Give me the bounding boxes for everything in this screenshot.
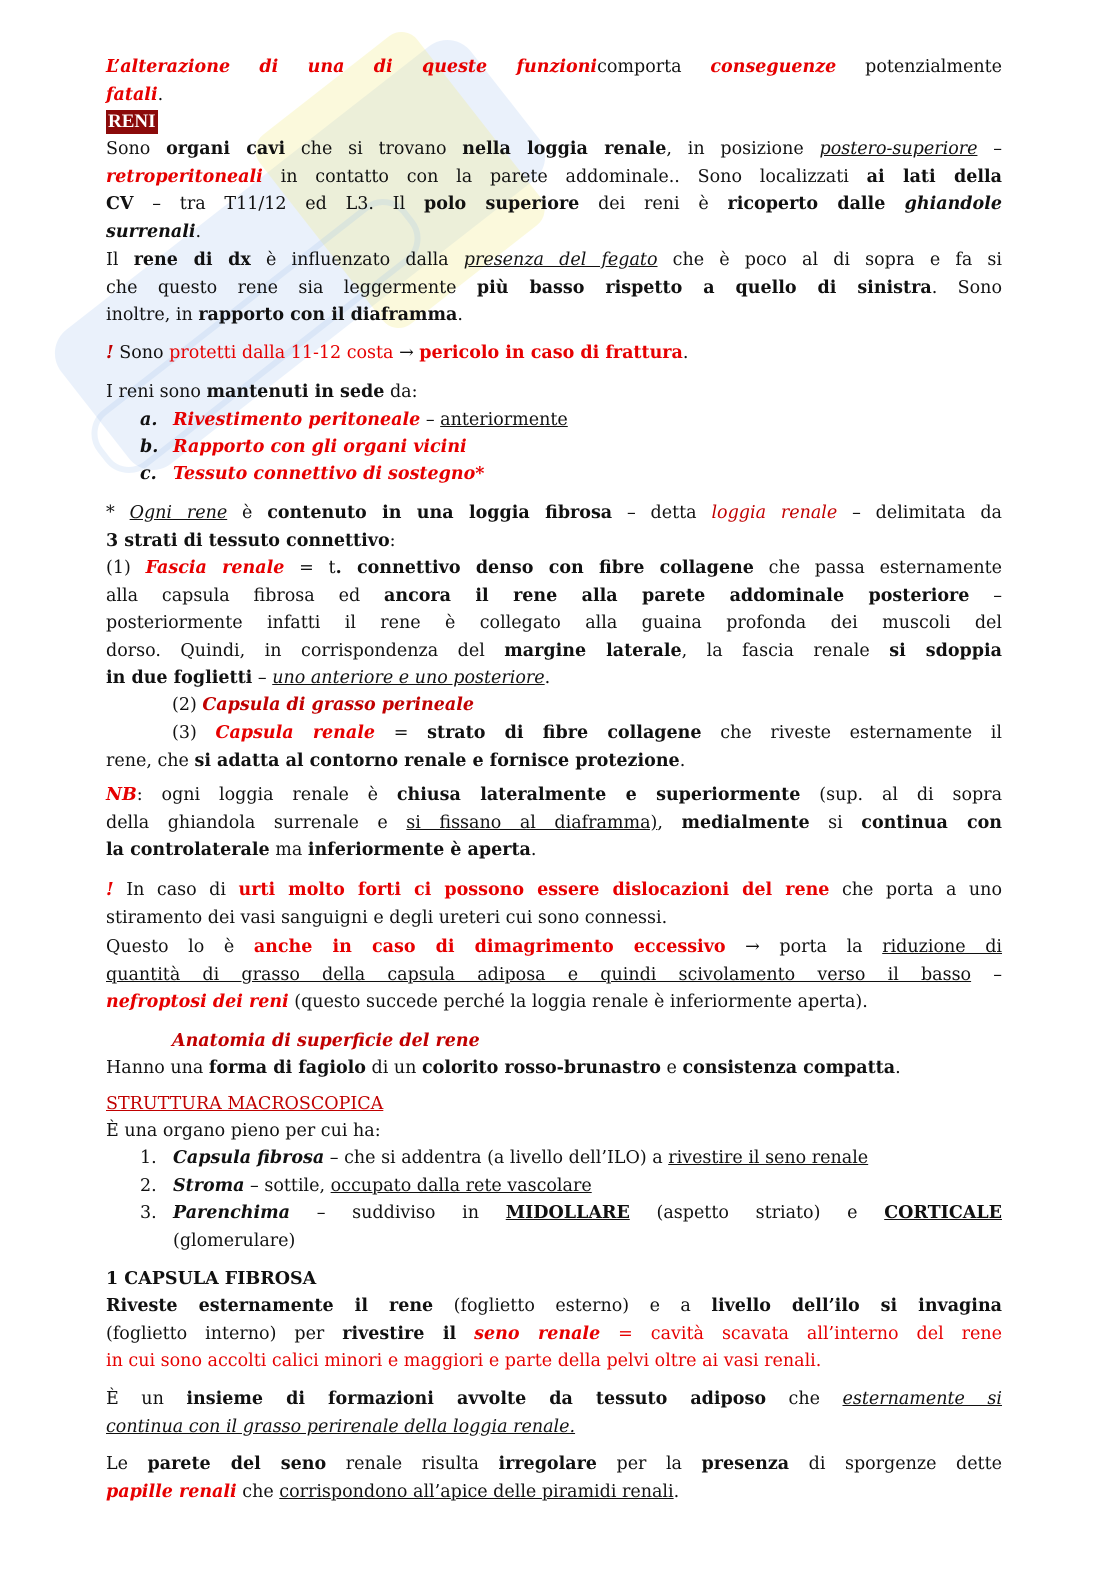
paragraph-line	[106, 1091, 1002, 1118]
paragraph-line	[106, 54, 1002, 81]
text-run: Ogni rene	[129, 503, 228, 523]
text-run: in due foglietti	[106, 668, 253, 688]
text-run: : ogni loggia renale è	[136, 785, 397, 805]
paragraph-line	[106, 275, 1002, 302]
paragraph-line	[172, 1028, 1002, 1055]
text-run: alla capsula fibrosa ed	[106, 585, 385, 606]
text-run: – sottile,	[244, 1176, 331, 1196]
text-run: papille renali	[106, 1481, 237, 1502]
text-run: si	[809, 812, 862, 833]
text-run: è influenzato dalla	[250, 250, 464, 270]
text-run: forma di fagiolo	[208, 1058, 366, 1078]
paragraph-line	[106, 837, 1002, 864]
paragraph-line	[106, 1451, 1002, 1478]
list-item-line	[173, 407, 1002, 434]
text-run: conseguenze	[710, 57, 837, 77]
text-run: riduzione di	[882, 937, 1003, 957]
text-run: Hanno una	[106, 1058, 209, 1078]
text-run: parete del seno	[147, 1454, 327, 1474]
paragraph-line	[106, 877, 1002, 904]
text-run: polo superiore	[423, 194, 580, 214]
text-run: .	[679, 750, 686, 771]
text-run: .	[457, 305, 463, 325]
text-run: .	[195, 221, 202, 242]
text-run: Capsula renale	[215, 723, 376, 743]
text-run: nella loggia renale	[462, 139, 667, 159]
text-run: surrenali	[106, 221, 196, 242]
paragraph-line	[106, 247, 1002, 274]
text-run: Anatomia di superficie del rene	[172, 1031, 480, 1051]
text-run: rivestire il seno renale	[668, 1148, 869, 1168]
text-run: inferiormente è aperta	[307, 840, 531, 860]
text-run: – detta	[612, 503, 712, 523]
text-run: che	[236, 1481, 280, 1502]
text-run: – che si addentra (a livello dell’ILO) a	[324, 1148, 669, 1168]
text-run: seno renale	[474, 1323, 601, 1344]
text-run: Stroma	[173, 1176, 245, 1196]
list-marker: 2.	[140, 1176, 157, 1196]
text-run: uno anteriore e uno posteriore	[272, 668, 545, 688]
text-run: che si trovano	[285, 139, 463, 159]
text-run: In caso di	[113, 880, 239, 900]
section-heading-reni: RENI	[108, 111, 156, 132]
text-run: .	[682, 343, 689, 363]
text-run: medialmente	[681, 812, 810, 833]
text-run: esternamente si	[842, 1389, 1002, 1409]
paragraph-line	[106, 1414, 1002, 1441]
text-run: =	[375, 723, 428, 743]
paragraph-line	[106, 1479, 1002, 1506]
paragraph-line	[106, 782, 1002, 809]
text-run: occupato dalla rete vascolare	[330, 1176, 592, 1196]
text-run: rene di dx	[133, 250, 251, 270]
text-run: STRUTTURA MACROSCOPICA	[106, 1094, 384, 1114]
text-run: Capsula fibrosa	[173, 1148, 325, 1168]
text-run: retroperitoneali	[106, 166, 263, 187]
text-run: continua con il grasso perirenale della loggia renale.	[106, 1416, 576, 1437]
text-run: di un	[365, 1058, 422, 1078]
text-run: anche in caso di dimagrimento eccessivo	[253, 937, 726, 957]
paragraph-line	[106, 528, 1002, 555]
text-run: livello dell’ilo si invagina	[711, 1296, 1003, 1316]
text-run	[456, 1324, 474, 1344]
paragraph-line	[106, 1386, 1002, 1413]
paragraph-line	[106, 1055, 1002, 1082]
text-run: margine laterale	[504, 640, 682, 661]
paragraph-line	[106, 989, 1002, 1016]
paragraph-line	[106, 1321, 1002, 1348]
text-run: Fascia renale	[145, 558, 285, 578]
text-run: postero-superiore	[819, 139, 978, 159]
list-marker: 1.	[140, 1148, 157, 1168]
list-item-line	[173, 1173, 1002, 1200]
text-run: stiramento dei vasi sanguigni e degli ureteri cui sono connessi.	[106, 907, 668, 928]
text-run: . connettivo denso con fibre collagene	[335, 558, 754, 578]
text-run: si sdoppia	[889, 640, 1002, 661]
paragraph-line	[106, 905, 1002, 932]
list-item-line	[173, 434, 1002, 461]
text-run: = cavità scavata all’interno del rene	[600, 1323, 1002, 1344]
list-item-line	[173, 1145, 1002, 1172]
text-run: contenuto in una loggia fibrosa	[267, 503, 613, 523]
text-run: Capsula di grasso perineale	[202, 695, 474, 715]
text-run: comporta	[597, 57, 711, 77]
paragraph-line	[106, 302, 1002, 329]
list-marker: 3.	[140, 1203, 157, 1223]
text-run: È una organo pieno per cui ha:	[106, 1121, 381, 1141]
paragraph-line	[106, 340, 1002, 367]
text-run: !	[106, 343, 114, 363]
text-run: !	[106, 880, 114, 900]
list-item-line	[173, 1228, 1002, 1255]
text-run: si adatta al contorno renale e fornisce protezione	[194, 750, 680, 771]
text-run: rapporto con il diaframma	[198, 305, 458, 325]
text-run: quantità di grasso della capsula adiposa e quindi scivolamento verso il basso	[106, 964, 972, 985]
paragraph-line	[106, 500, 1002, 527]
text-run: 1 CAPSULA FIBROSA	[106, 1269, 317, 1289]
text-run: organi cavi	[166, 139, 286, 159]
text-run: (foglietto esterno) e a	[433, 1296, 712, 1316]
paragraph-line	[106, 810, 1002, 837]
list-marker: a.	[140, 410, 158, 430]
text-run: Parenchima	[173, 1203, 290, 1223]
text-run: .	[895, 1058, 901, 1078]
text-run: –	[971, 964, 1002, 985]
text-run: potenzialmente	[836, 57, 1002, 77]
paragraph-line	[106, 1348, 1002, 1375]
text-run: –	[252, 668, 273, 688]
text-run: ,	[657, 812, 682, 833]
text-run: Sono	[113, 343, 170, 363]
text-run: anteriormente	[440, 410, 568, 430]
text-run: L’alterazione di una di queste funzioni	[106, 57, 598, 77]
text-run: che porta a uno	[829, 880, 1002, 900]
paragraph-line	[106, 136, 1002, 163]
paragraph-line	[106, 82, 1002, 109]
text-run: protetti dalla 11-12 costa	[169, 343, 394, 363]
text-run: – suddiviso in	[290, 1203, 506, 1223]
text-run: più basso rispetto a quello di sinistra	[476, 277, 932, 298]
text-run: che riveste esternamente il	[701, 723, 1003, 743]
paragraph-line	[106, 555, 1002, 582]
text-run: Tessuto connettivo di sostegno*	[173, 464, 485, 484]
text-run: (glomerulare)	[173, 1230, 296, 1251]
text-run: ricoperto dalle	[727, 194, 905, 214]
text-run: insieme di formazioni avvolte da tessuto adiposo	[186, 1389, 766, 1409]
text-run: dei reni è	[579, 194, 728, 214]
text-run: urti molto forti ci possono essere dislocazioni del rene	[238, 880, 830, 900]
text-run: che	[766, 1389, 843, 1409]
text-run: si fissano al diaframma)	[406, 812, 658, 833]
paragraph-line	[106, 1293, 1002, 1320]
paragraph-line	[172, 692, 1002, 719]
text-run: corrispondono all’apice delle piramidi renali	[279, 1481, 674, 1502]
text-run: e	[660, 1058, 683, 1078]
text-run: rivestire il	[342, 1323, 457, 1344]
text-run: – tra T11/12 ed L3. Il	[133, 194, 424, 214]
text-run: Le	[106, 1454, 148, 1474]
text-run: fatali	[106, 84, 158, 105]
text-run: NB	[106, 785, 137, 805]
text-run: È un	[106, 1389, 187, 1409]
text-run: (questo succede perché la loggia renale è inferiormente aperta).	[288, 992, 868, 1012]
text-run: ai lati della	[866, 166, 1002, 187]
text-run: inoltre, in	[106, 305, 199, 325]
text-run: . Sono	[931, 277, 1002, 298]
text-run: :	[389, 530, 396, 551]
list-item-line	[173, 1200, 1002, 1227]
text-run: (3)	[172, 723, 216, 743]
text-run: , in posizione	[666, 139, 820, 159]
list-item-line	[173, 461, 1002, 488]
text-run: consistenza compatta	[682, 1058, 896, 1078]
paragraph-line	[106, 379, 1002, 406]
text-run: in contatto con la parete addominale.. Sono localizzati	[262, 166, 867, 187]
paragraph-line	[106, 164, 1002, 191]
text-run: ancora il rene alla parete addominale posteriore	[384, 585, 970, 606]
text-run: → porta la	[725, 937, 883, 957]
text-run: = t	[284, 558, 336, 578]
text-run: che è poco al di sopra e fa si	[657, 250, 1003, 270]
text-run: che questo rene sia leggermente	[106, 277, 477, 298]
text-run: da:	[384, 382, 418, 402]
text-run: dorso. Quindi, in corrispondenza del	[106, 640, 505, 661]
text-run: .	[530, 840, 537, 860]
text-run: Questo lo è	[106, 937, 254, 957]
text-run: –	[977, 139, 1002, 159]
text-run: (foglietto interno) per	[106, 1323, 343, 1344]
paragraph-line	[106, 610, 1002, 637]
paragraph-line	[106, 748, 1002, 775]
text-run: Riveste esternamente il rene	[106, 1296, 434, 1316]
text-run: Rivestimento peritoneale	[173, 410, 421, 430]
paragraph-line	[106, 638, 1002, 665]
text-run: – delimitata da	[837, 503, 1002, 523]
text-run: –	[969, 585, 1002, 606]
text-run: Il	[106, 250, 134, 270]
text-run: irregolare	[498, 1454, 597, 1474]
text-run: , la fascia renale	[681, 640, 890, 661]
text-run: presenza	[701, 1454, 790, 1474]
text-run: per la	[596, 1454, 702, 1474]
text-run: *	[106, 503, 130, 523]
text-run: (aspetto striato) e	[629, 1203, 885, 1223]
text-run: di sporgenze dette	[789, 1454, 1002, 1474]
text-run: (1)	[106, 558, 146, 578]
text-run: MIDOLLARE	[505, 1203, 630, 1223]
paragraph-line	[106, 1118, 1002, 1145]
text-run: nefroptosi dei reni	[106, 992, 289, 1012]
text-run: ma	[269, 840, 308, 860]
text-run: .	[673, 1481, 680, 1502]
text-run: loggia renale	[711, 503, 838, 523]
paragraph-line	[172, 720, 1002, 747]
text-run: colorito rosso-brunastro	[422, 1058, 661, 1078]
paragraph-line	[106, 191, 1002, 218]
text-run: ghiandole	[904, 194, 1003, 214]
text-run: chiusa lateralmente e superiormente	[396, 785, 801, 805]
text-run: continua con	[861, 812, 1002, 833]
text-run: (sup. al di sopra	[800, 785, 1003, 805]
text-run: 3 strati di tessuto connettivo	[106, 530, 390, 551]
paragraph-line	[106, 934, 1002, 961]
text-run: →	[393, 343, 420, 363]
text-run: –	[420, 410, 441, 430]
text-run: (2)	[172, 695, 203, 715]
text-run: la controlaterale	[106, 840, 270, 860]
text-run: presenza del fegato	[463, 250, 658, 270]
text-run: Sono	[106, 139, 167, 159]
text-run: rene, che	[106, 750, 195, 771]
text-run: posteriormente infatti il rene è collegato alla guaina profonda dei muscoli del	[106, 613, 1002, 633]
paragraph-line	[106, 583, 1002, 610]
text-run: strato di fibre collagene	[427, 723, 702, 743]
paragraph-line	[106, 962, 1002, 989]
paragraph-line	[106, 665, 1002, 692]
list-marker: c.	[140, 464, 157, 484]
text-run: in cui sono accolti calici minori e maggiori e parte della pelvi oltre ai vasi renali.	[106, 1351, 822, 1371]
text-run: CORTICALE	[884, 1203, 1002, 1223]
text-run: .	[544, 668, 551, 688]
list-marker: b.	[140, 437, 159, 457]
text-run: Rapporto con gli organi vicini	[173, 437, 467, 457]
text-run: è	[227, 503, 268, 523]
text-run: mantenuti in sede	[206, 382, 385, 402]
paragraph-line	[106, 219, 1002, 246]
text-run: pericolo in caso di frattura	[419, 343, 683, 363]
text-run: CV	[106, 194, 134, 214]
text-run: renale risulta	[326, 1454, 499, 1474]
paragraph-line	[106, 1266, 1002, 1293]
text-run: della ghiandola surrenale e	[106, 812, 407, 833]
text-run: I reni sono	[106, 382, 207, 402]
text-run: .	[157, 84, 164, 105]
text-run: che passa esternamente	[753, 558, 1003, 578]
